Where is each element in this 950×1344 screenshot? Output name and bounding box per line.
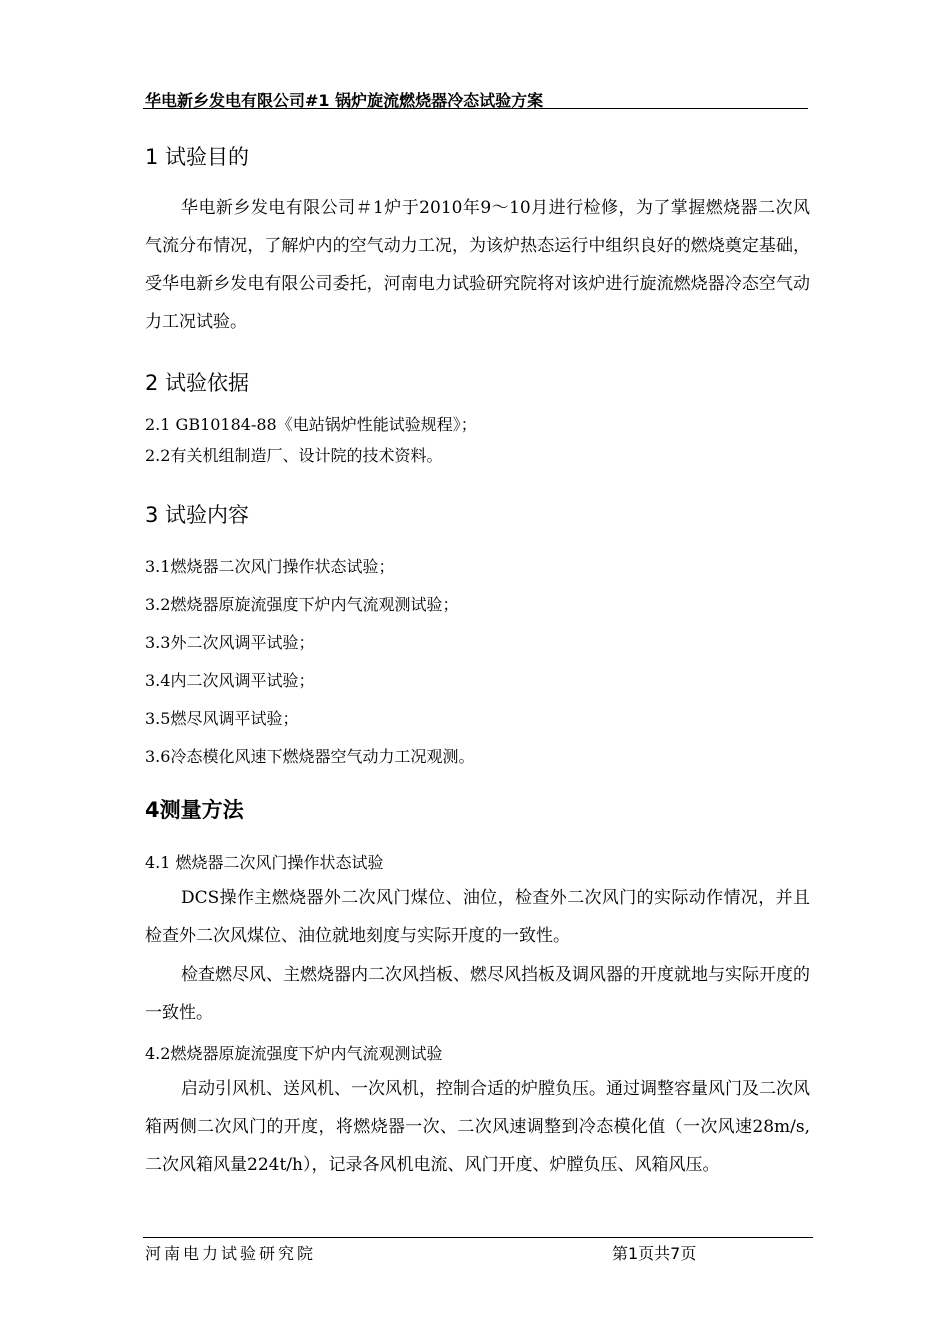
footer-divider — [143, 1237, 813, 1238]
section-3-item: 3.5燃尽风调平试验； — [145, 709, 299, 728]
section-3-item: 3.4内二次风调平试验； — [145, 671, 315, 690]
subsection-4-1-title: 4.1 燃烧器二次风门操作状态试验 — [145, 853, 384, 872]
header-divider — [143, 108, 808, 109]
subsection-4-2-paragraph: 启动引风机、送风机、一次风机，控制合适的炉膛负压。通过调整容量风门及二次风箱两侧二次风门的开度，将燃烧器一次、二次风速调整到冷态模化值（一次风速28m/s,二次风箱风量224t/h），记录各风机电流、风门开度、炉膛负压、风箱风压。 — [145, 1079, 810, 1175]
subsection-4-2-title: 4.2燃烧器原旋流强度下炉内气流观测试验 — [145, 1044, 443, 1063]
section-2-item: 2.1 GB10184-88《电站锅炉性能试验规程》； — [145, 415, 477, 434]
page-header-title: 华电新乡发电有限公司#1 锅炉旋流燃烧器冷态试验方案 — [145, 91, 544, 110]
section-3-item: 3.1燃烧器二次风门操作状态试验； — [145, 557, 395, 576]
section-3-item: 3.3外二次风调平试验； — [145, 633, 315, 652]
section-3-item: 3.6冷态模化风速下燃烧器空气动力工况观测。 — [145, 747, 475, 766]
section-4-title: 4测量方法 — [145, 798, 244, 822]
subsection-4-1-paragraph: DCS操作主燃烧器外二次风门煤位、油位，检查外二次风门的实际动作情况，并且检查外二次风煤位、油位就地刻度与实际开度的一致性。 — [145, 888, 810, 946]
section-2-item: 2.2有关机组制造厂、设计院的技术资料。 — [145, 446, 443, 465]
footer-organization: 河南电力试验研究院 — [145, 1244, 317, 1263]
subsection-4-1-paragraph: 检查燃尽风、主燃烧器内二次风挡板、燃尽风挡板及调风器的开度就地与实际开度的一致性。 — [145, 965, 810, 1023]
section-1-title: 1 试验目的 — [145, 145, 250, 169]
page-number: 第1页共7页 — [612, 1244, 697, 1263]
section-3-item: 3.2燃烧器原旋流强度下炉内气流观测试验； — [145, 595, 459, 614]
section-3-title: 3 试验内容 — [145, 503, 250, 527]
section-1-paragraph: 华电新乡发电有限公司＃1炉于2010年9～10月进行检修，为了掌握燃烧器二次风气流分布情况，了解炉内的空气动力工况，为该炉热态运行中组织良好的燃烧奠定基础，受华电新乡发电有限公司委托，河南电力试验研究院将对该炉进行旋流燃烧器冷态空气动力工况试验。 — [145, 198, 810, 332]
section-2-title: 2 试验依据 — [145, 371, 250, 395]
